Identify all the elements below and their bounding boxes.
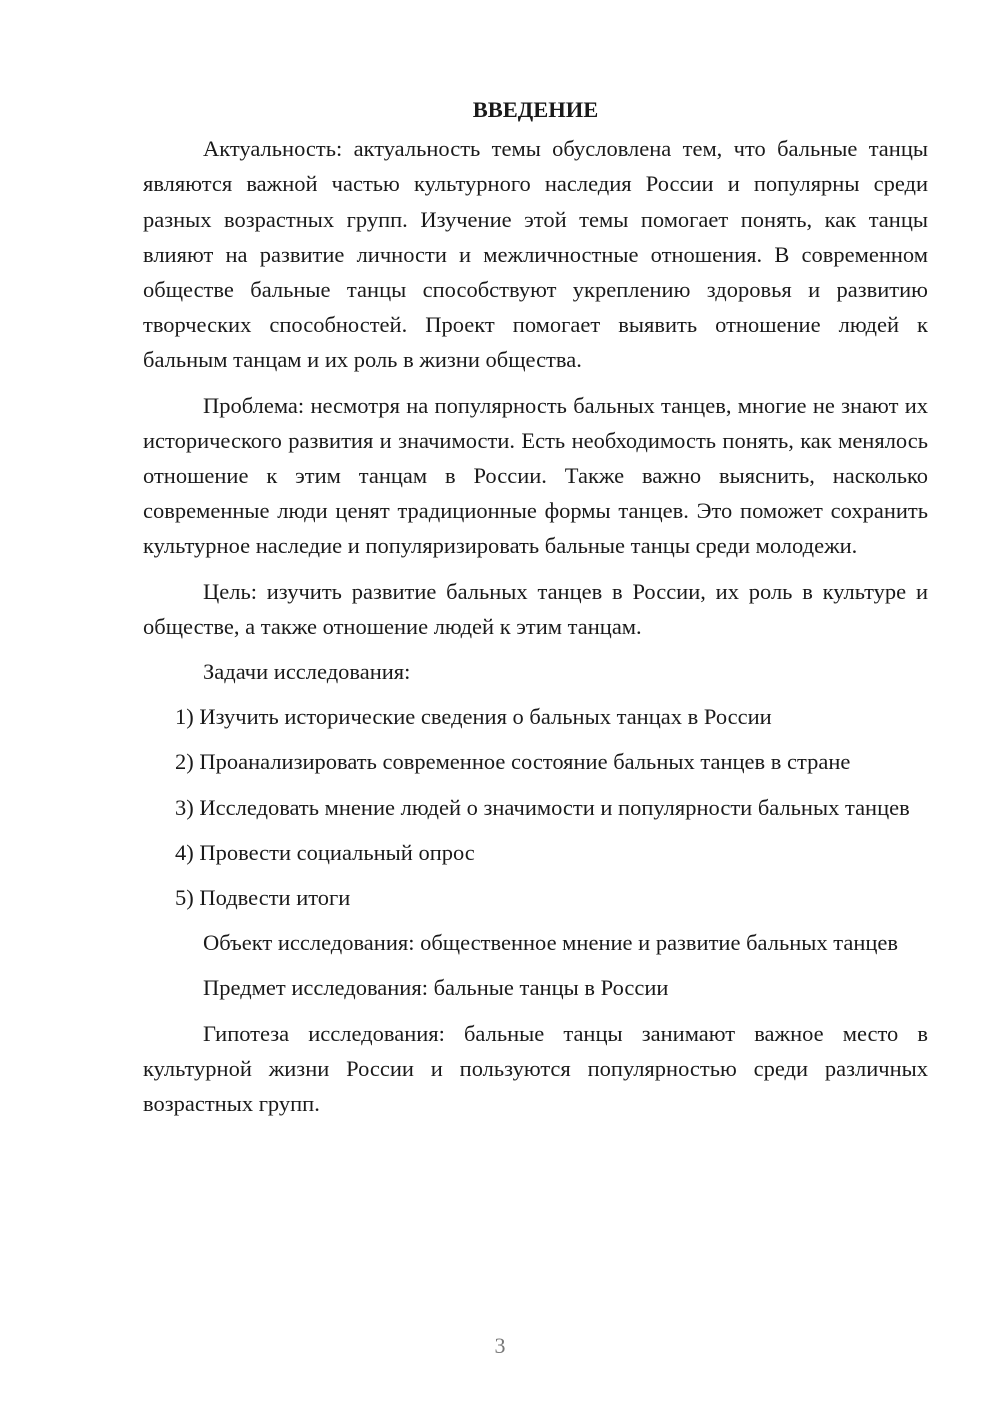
section-heading: ВВЕДЕНИЕ [472,97,599,122]
paragraph-relevance: Актуальность: актуальность темы обусловлена тем, что бальные танцы являются важной частью культурного наследия России и популярны среди разных возрастных групп. Изучение этой темы помогает понять, как танцы влияют на развитие личности и межличностные отношения. В современном обществе бальные танцы способствуют укреплению здоровья и развитию творческих способностей. Проект помогает выявить отношение людей к бальным танцам и их роль в жизни общества. [143,136,928,373]
paragraph-goal: Цель: изучить развитие бальных танцев в России, их роль в культуре и обществе, а также отношение людей к этим танцам. [143,578,928,639]
task-item-3: 3) Исследовать мнение людей о значимости и популярности бальных танцев [175,794,910,820]
paragraph-hypothesis: Гипотеза исследования: бальные танцы занимают важное место в культурной жизни России и пользуются популярностью среди различных возрастных групп. [143,1020,928,1117]
task-item-5: 5) Подвести итоги [175,885,351,911]
tasks-title: Задачи исследования: [203,659,411,685]
paragraph-subject: Предмет исследования: бальные танцы в России [203,975,669,1001]
task-item-2: 2) Проанализировать современное состояние бальных танцев в стране [175,749,851,775]
task-item-1: 1) Изучить исторические сведения о бальных танцах в России [175,704,772,730]
paragraph-object: Объект исследования: общественное мнение и развитие бальных танцев [203,930,899,956]
page-content [143,92,928,1131]
task-item-4: 4) Провести социальный опрос [175,839,475,865]
paragraph-problem: Проблема: несмотря на популярность бальных танцев, многие не знают их исторического развития и значимости. Есть необходимость понять, как менялось отношение к этим танцам в России. Также важно выяснить, насколько современные люди ценят традиционные формы танцев. Это поможет сохранить культурное наследие и популяризировать бальные танцы среди молодежи. [143,392,928,559]
page-number: 3 [494,1333,506,1358]
